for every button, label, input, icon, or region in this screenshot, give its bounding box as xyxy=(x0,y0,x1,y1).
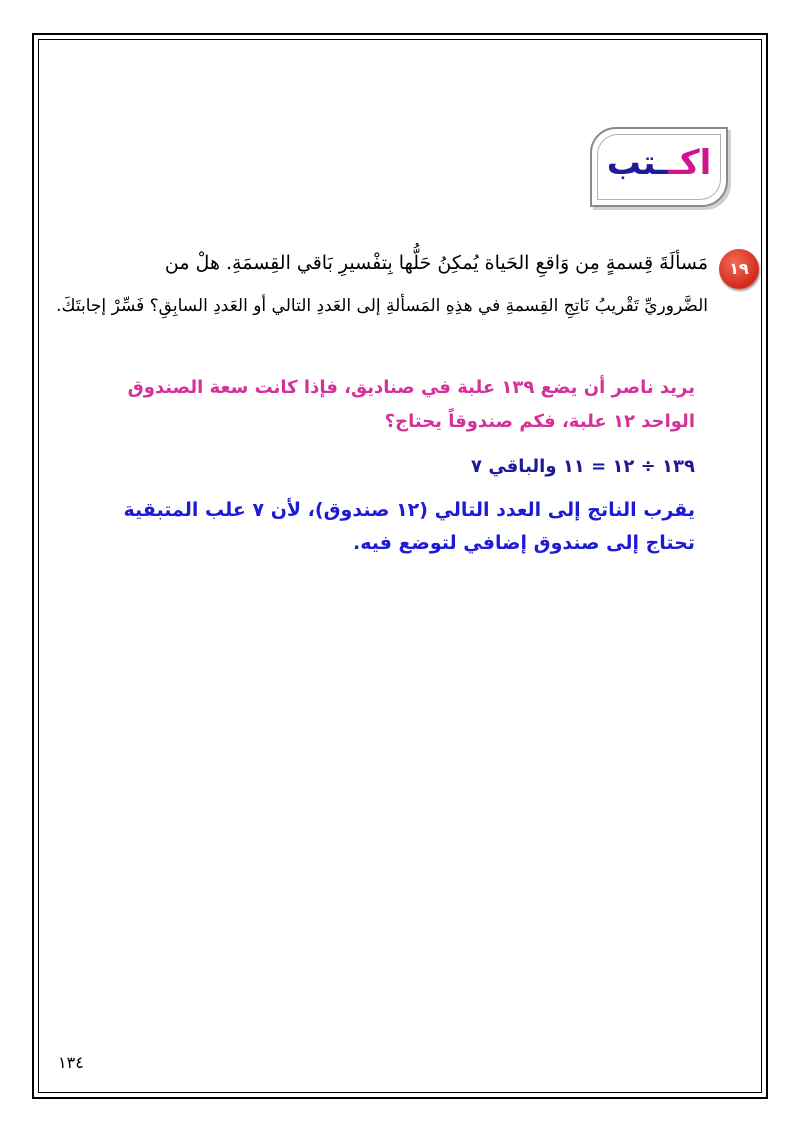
question-number-badge: ١٩ xyxy=(719,249,759,289)
answer-explanation: يقرب الناتج إلى العدد التالي (١٢ صندوق)، لأن ٧ علب المتبقية تحتاج إلى صندوق إضافي لتوضع فيه. xyxy=(123,499,695,555)
page-number: ١٣٤ xyxy=(58,1053,84,1072)
answer-problem: يريد ناصر أن يضع ١٣٩ علبة في صناديق، فإذا كانت سعة الصندوق الواحد ١٢ علبة، فكم صندوقاً يحتاج؟ xyxy=(127,377,695,433)
section-title xyxy=(592,143,726,183)
section-title-box xyxy=(590,127,728,207)
question-line-2: الضَّروريِّ تَقْريبُ نَاتِجِ القِسمةِ في هذِهِ المَسألةِ إلى العَددِ التالي أو العَددِ السابِقِ؟ فَسِّرْ إجابتَكَ. xyxy=(56,296,708,316)
section-title-rest: ـتب xyxy=(606,143,669,183)
section-title-accent: اكـ xyxy=(668,143,712,183)
question-line-1: مَسألَةَ قِسمةٍ مِن وَاقعِ الحَياة يُمكِنُ حَلُّها بِتفْسيرِ بَاقي القِسمَةِ. هلْ من xyxy=(164,252,708,274)
answer-equation: ١٣٩ ÷ ١٢ = ١١ والباقي ٧ xyxy=(471,456,695,477)
